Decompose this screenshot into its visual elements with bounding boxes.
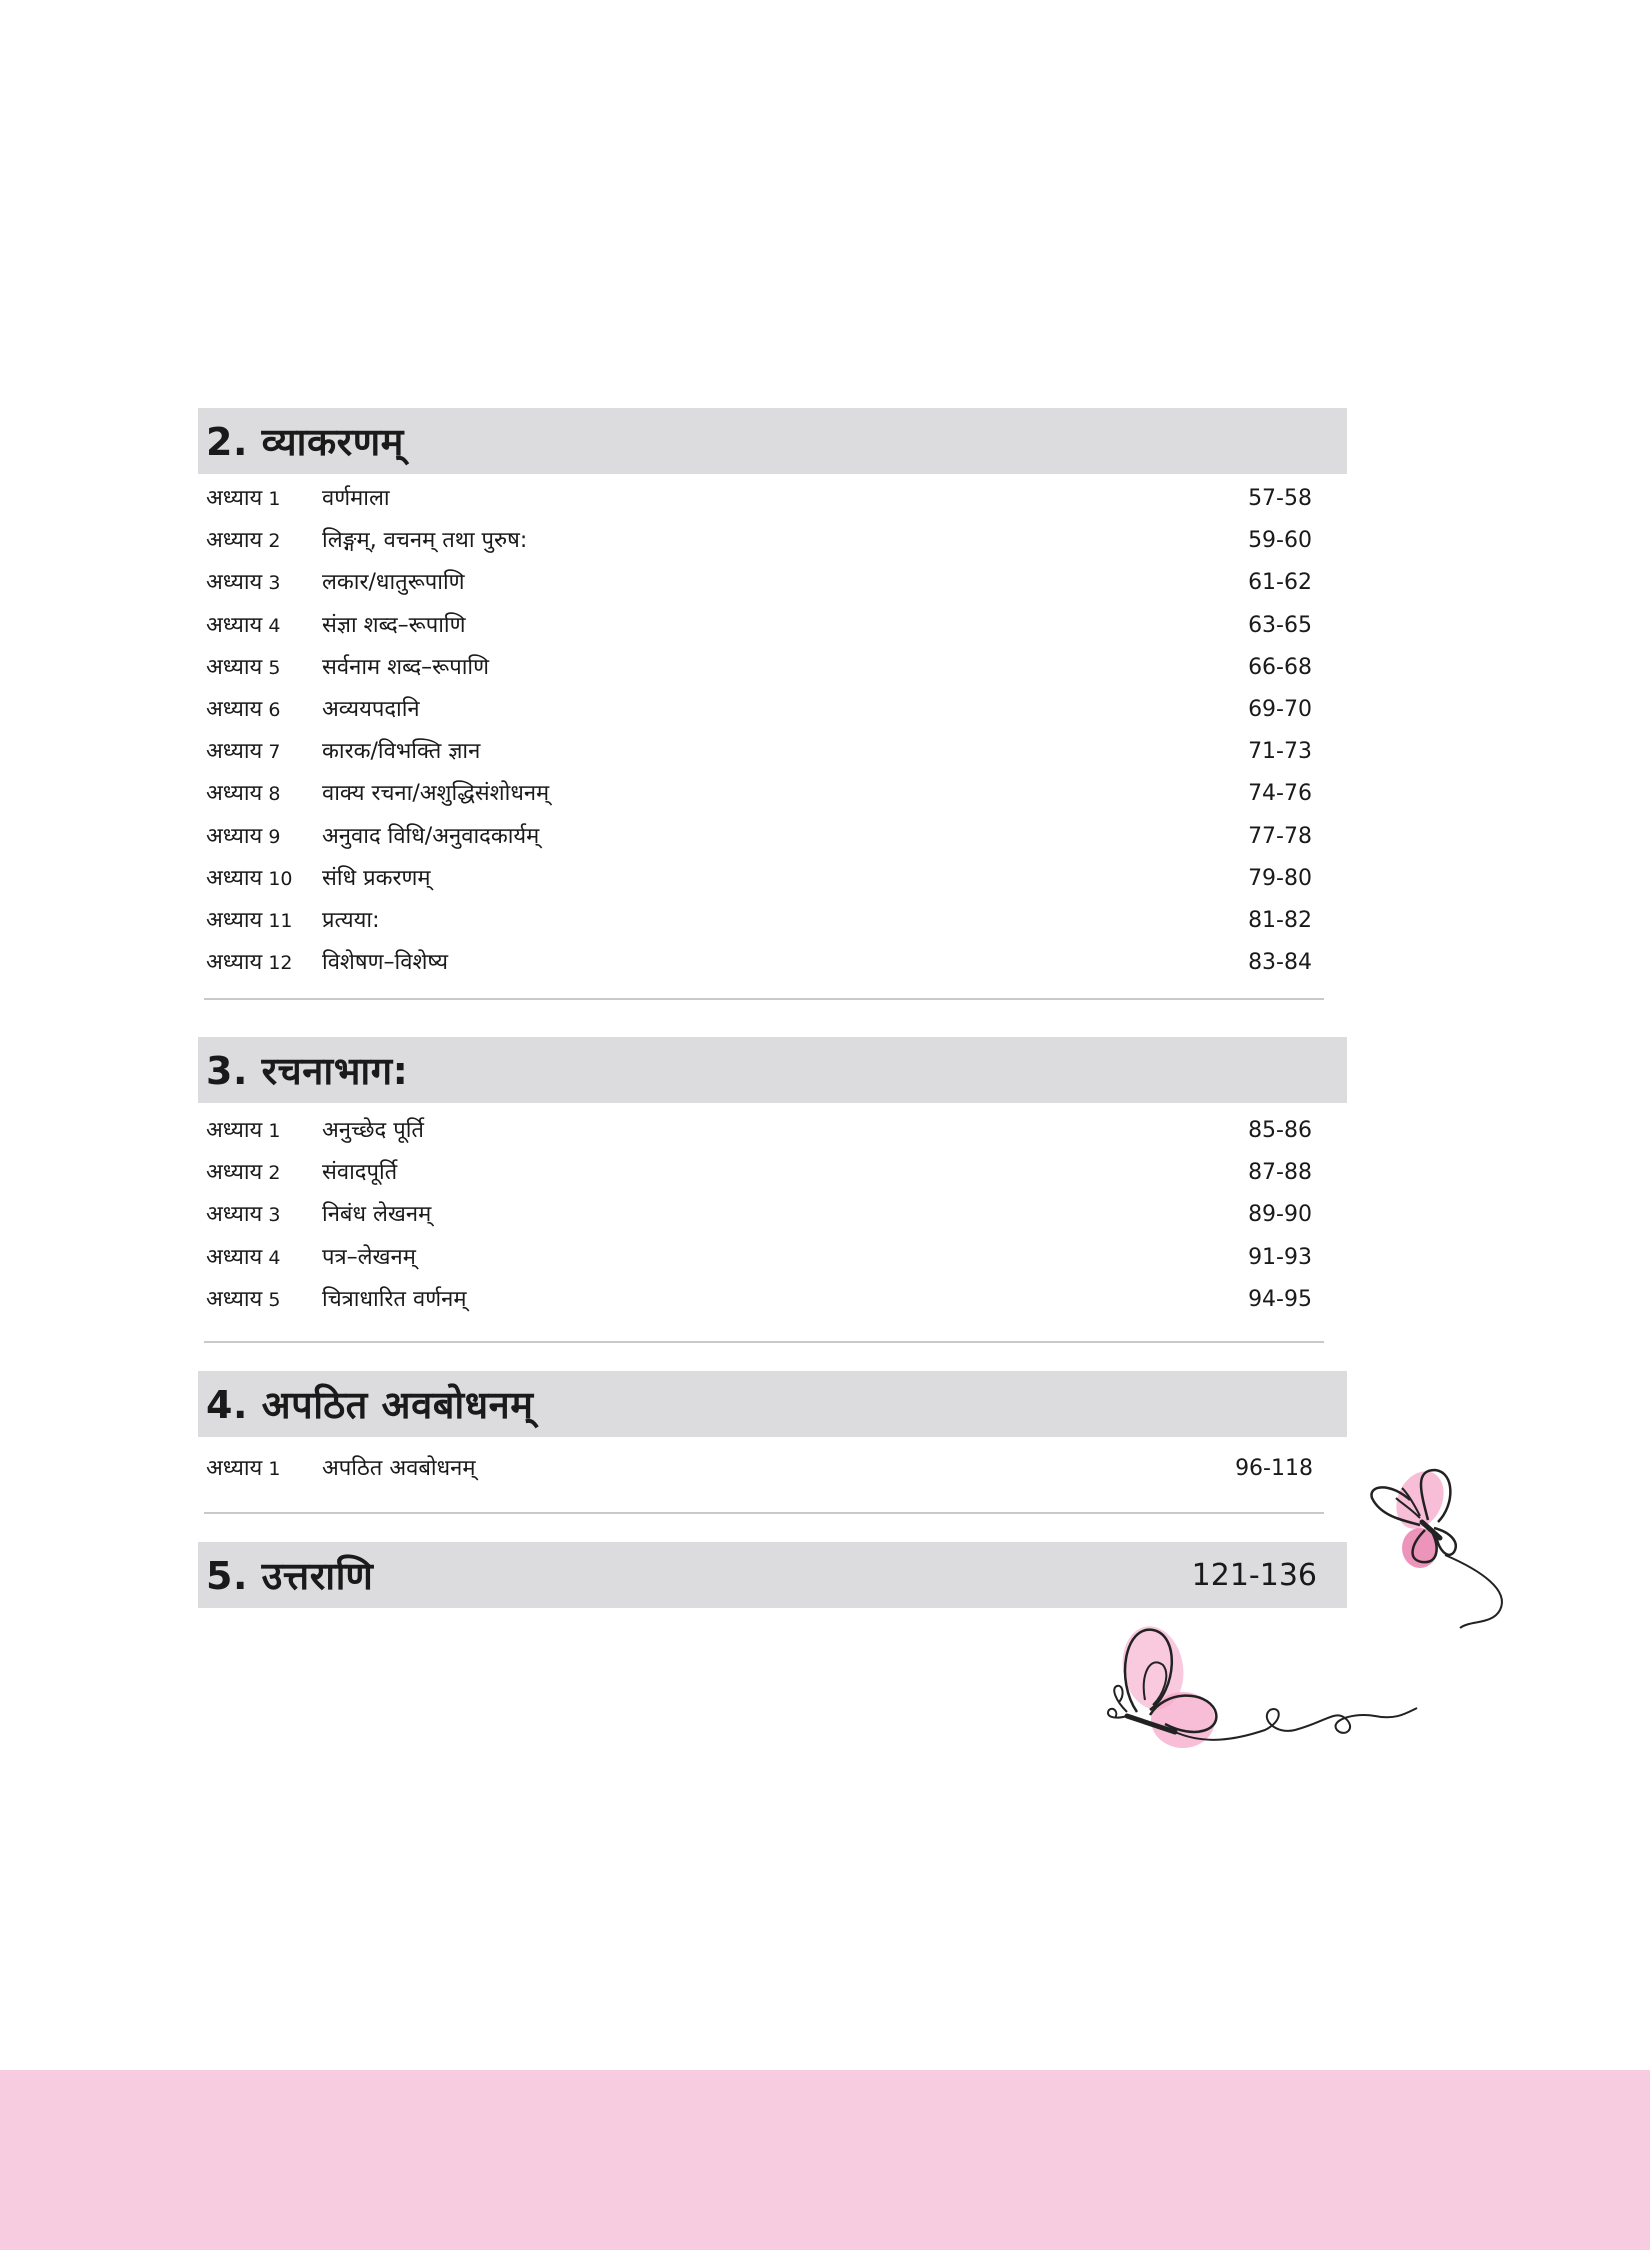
toc-row[interactable]: अध्याय 2 संवादपूर्ति 87-88 (206, 1160, 1312, 1186)
toc-row[interactable]: अध्याय 1 अनुच्छेद पूर्ति 85-86 (206, 1118, 1312, 1143)
section-header-grammar (198, 408, 1347, 474)
toc-row[interactable]: अध्याय 1 वर्णमाला 57-58 (206, 486, 1312, 511)
toc-row[interactable]: अध्याय 3 लकार/धातुरूपाणि 61-62 (206, 570, 1312, 596)
section-title: 2. व्याकरणम् (206, 420, 404, 464)
butterfly-icon (1360, 1460, 1510, 1630)
section-title: 5. उत्तराणि (206, 1554, 374, 1598)
butterfly-icon (1105, 1620, 1435, 1760)
section-divider (204, 1341, 1324, 1343)
toc-row[interactable]: अध्याय 5 चित्राधारित वर्णनम् 94-95 (206, 1286, 1312, 1312)
toc-row[interactable]: अध्याय 10 संधि प्रकरणम् 79-80 (206, 865, 1312, 891)
toc-row[interactable]: अध्याय 4 संज्ञा शब्द–रूपाणि 63-65 (206, 612, 1312, 638)
toc-list-comprehension (206, 1448, 1313, 1490)
footer-band (0, 2070, 1650, 2250)
toc-row[interactable]: अध्याय 2 लिङ्गम्, वचनम् तथा पुरुष: 59-60 (206, 528, 1312, 554)
toc-row[interactable]: अध्याय 11 प्रत्यया: 81-82 (206, 907, 1312, 933)
toc-row[interactable]: अध्याय 1 अपठित अवबोधनम् 96-118 (206, 1456, 1313, 1481)
section-header-comprehension (198, 1371, 1347, 1437)
toc-row[interactable]: अध्याय 3 निबंध लेखनम् 89-90 (206, 1202, 1312, 1228)
toc-row[interactable]: अध्याय 5 सर्वनाम शब्द–रूपाणि 66-68 (206, 654, 1312, 680)
section-title: 3. रचनाभाग: (206, 1049, 409, 1093)
toc-row[interactable]: अध्याय 7 कारक/विभक्ति ज्ञान 71-73 (206, 739, 1312, 765)
section-pages: 121-136 (1191, 1557, 1317, 1593)
toc-row[interactable]: अध्याय 6 अव्ययपदानि 69-70 (206, 696, 1312, 722)
section-title: 4. अपठित अवबोधनम् (206, 1383, 534, 1427)
toc-list-grammar (206, 478, 1312, 984)
toc-row[interactable]: अध्याय 12 विशेषण–विशेष्य 83-84 (206, 950, 1312, 976)
section-header-composition (198, 1037, 1347, 1103)
section-divider (204, 1512, 1324, 1514)
toc-row[interactable]: अध्याय 4 पत्र–लेखनम् 91-93 (206, 1244, 1312, 1270)
toc-row[interactable]: अध्याय 9 अनुवाद विधि/अनुवादकार्यम् 77-78 (206, 823, 1312, 849)
toc-row[interactable]: अध्याय 8 वाक्य रचना/अशुद्धिसंशोधनम् 74-76 (206, 781, 1312, 807)
section-divider (204, 998, 1324, 1000)
toc-list-composition (206, 1110, 1312, 1321)
section-header-answers[interactable] (198, 1542, 1347, 1608)
